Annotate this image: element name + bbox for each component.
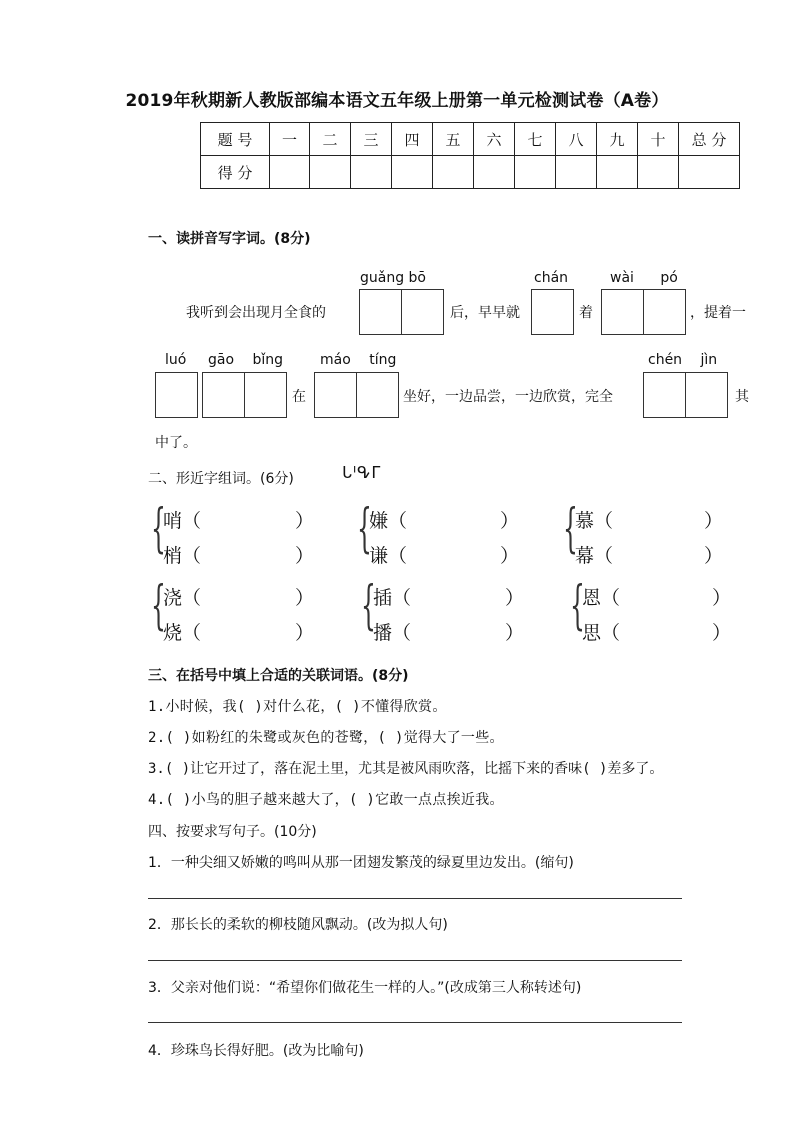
char-box[interactable] [356,372,399,418]
brace-icon: { [151,576,166,636]
close-paren: ） [505,587,525,609]
text-segment: 中了。 [155,435,197,451]
brace-icon: { [563,499,578,559]
word-pair-item: 幕（ [575,545,614,567]
text-segment: 后，早早就 [450,305,520,321]
answer-line[interactable] [148,1022,682,1023]
question-item: 2.( )如粉红的朱鹭或灰色的苍鹭，( )觉得大了一些。 [148,730,504,746]
section3-heading: 三、在括号中填上合适的关联词语。(8分) [148,668,409,684]
close-paren: ） [295,622,315,644]
word-pair-item: 嫌（ [369,510,408,532]
score-input-cell[interactable] [270,156,310,189]
char-box[interactable] [202,372,245,418]
score-input-cell[interactable] [515,156,556,189]
question-item: 4.( )小鸟的胆子越来越大了，( )它敢一点点挨近我。 [148,792,504,808]
char-box[interactable] [244,372,287,418]
score-input-cell[interactable] [433,156,474,189]
close-paren: ） [704,510,724,532]
brace-icon: { [570,576,585,636]
word-pair-item: 播（ [373,622,412,644]
word-pair-item: 慕（ [575,510,614,532]
text-segment: 在 [292,389,306,405]
page-title: 2019年秋期新人教版部编本语文五年级上册第一单元检测试卷（A卷） [125,91,669,111]
char-box[interactable] [643,289,686,335]
close-paren: ） [500,545,520,567]
char-box[interactable] [531,289,574,335]
pinyin-chan: chán [534,270,569,286]
score-cell: 四 [392,123,433,156]
brace-icon: { [357,499,372,559]
word-pair-item: 烧（ [163,622,202,644]
score-row-label: 得 分 [201,156,270,189]
word-pair-item: 思（ [582,622,621,644]
char-box[interactable] [401,289,444,335]
question-item: 1．一种尖细又娇嫩的鸣叫从那一团翅发繁茂的绿夏里边发出。(缩句) [148,855,574,871]
score-input-cell[interactable] [310,156,351,189]
pinyin-gaobing: gāo bǐng [208,352,284,368]
char-box[interactable] [685,372,728,418]
pinyin-maoting: máo tíng [320,352,397,368]
score-table [200,122,740,189]
question-item: 3．父亲对他们说：“希望你们做花生一样的人。”(改成第三人称转述句) [148,980,582,996]
score-cell: 七 [515,123,556,156]
word-pair-item: 恩（ [582,587,621,609]
score-input-cell[interactable] [597,156,638,189]
score-input-cell[interactable] [556,156,597,189]
close-paren: ） [500,510,520,532]
close-paren: ） [712,587,732,609]
word-pair-item: 哨（ [163,510,202,532]
section2-heading: 二、形近字组词。(6分) [148,471,294,487]
char-box[interactable] [601,289,644,335]
pinyin-guangbo: guǎng bō [360,270,427,286]
score-cell: 十 [638,123,679,156]
char-box[interactable] [314,372,357,418]
question-item: 3.( )让它开过了，落在泥土里，尤其是被风雨吹落，比摇下来的香味( )差多了。 [148,761,664,777]
char-box[interactable] [643,372,686,418]
close-paren: ） [712,622,732,644]
section1-heading: 一、读拼音写字词。(8分) [148,231,311,247]
score-table-score-row [201,156,740,189]
word-pair-item: 浇（ [163,587,202,609]
score-cell: 九 [597,123,638,156]
score-input-cell[interactable] [351,156,392,189]
brace-icon: { [151,499,166,559]
close-paren: ） [295,545,315,567]
score-cell: 二 [310,123,351,156]
score-input-cell[interactable] [638,156,679,189]
text-segment: 其 [735,389,749,405]
close-paren: ） [505,622,525,644]
word-pair-item: 插（ [373,587,412,609]
text-segment: ，提着一 [690,305,746,321]
char-box[interactable] [359,289,402,335]
score-cell: 六 [474,123,515,156]
answer-line[interactable] [148,960,682,961]
score-cell: 五 [433,123,474,156]
score-input-cell[interactable] [679,156,740,189]
scribble-mark: ᒐᑊᕴᒥ [342,463,382,482]
score-cell: 三 [351,123,392,156]
pinyin-waipo: wài pó [610,270,678,286]
text-segment: 我听到会出现月全食的 [186,305,326,321]
text-segment: 坐好，一边品尝，一边欣赏，完全 [403,389,613,405]
close-paren: ） [295,587,315,609]
word-pair-item: 梢（ [163,545,202,567]
answer-line[interactable] [148,898,682,899]
score-cell: 题 号 [201,123,270,156]
char-box[interactable] [155,372,198,418]
close-paren: ） [295,510,315,532]
score-input-cell[interactable] [474,156,515,189]
question-item: 1.小时候，我( )对什么花，( )不懂得欣赏。 [148,699,447,715]
score-input-cell[interactable] [392,156,433,189]
score-cell: 一 [270,123,310,156]
question-item: 2．那长长的柔软的柳枝随风飘动。(改为拟人句) [148,917,448,933]
score-cell: 八 [556,123,597,156]
pinyin-luo: luó [165,352,187,368]
brace-icon: { [361,576,376,636]
question-item: 4．珍珠鸟长得好肥。(改为比喻句) [148,1043,364,1059]
word-pair-item: 谦（ [369,545,408,567]
pinyin-chenjin: chén jìn [648,352,718,368]
score-table-header-row [201,123,740,156]
score-cell: 总 分 [679,123,740,156]
close-paren: ） [704,545,724,567]
text-segment: 着 [579,305,593,321]
section4-heading: 四、按要求写句子。(10分) [148,824,317,840]
